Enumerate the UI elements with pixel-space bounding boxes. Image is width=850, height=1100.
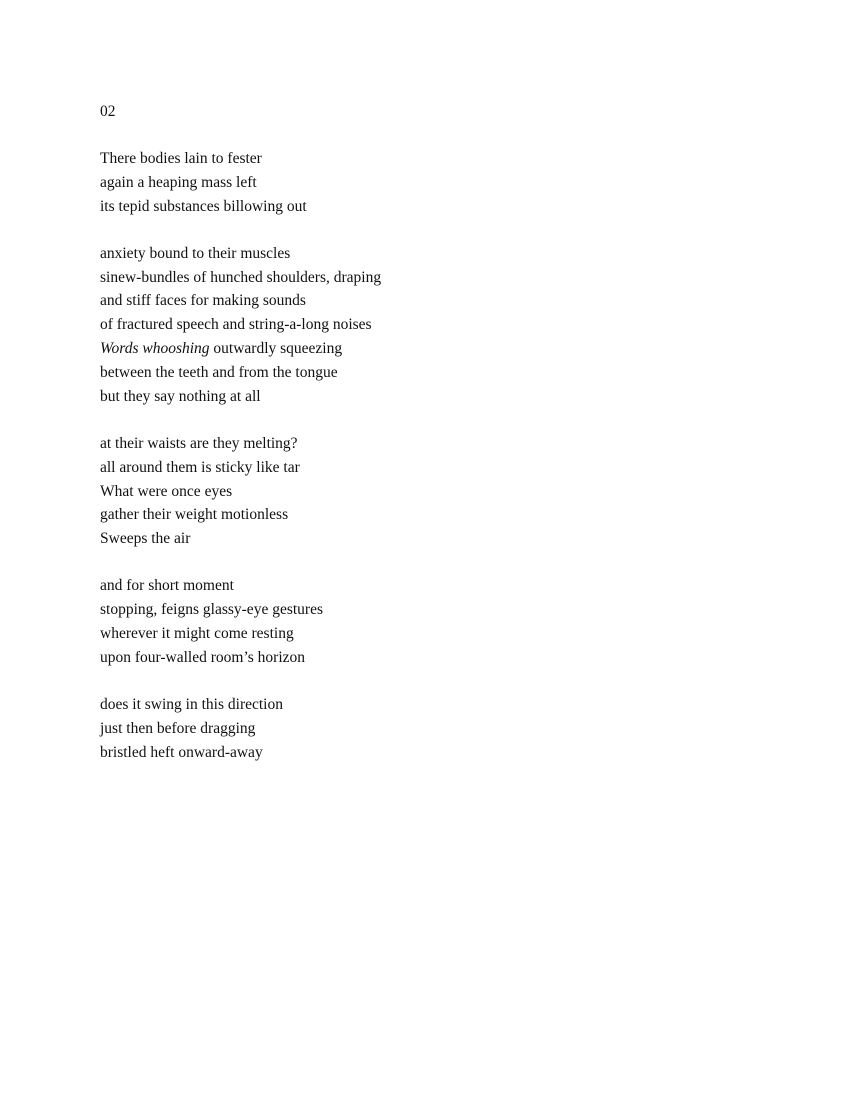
stanza-3 xyxy=(100,432,800,551)
poem-line: gather their weight motionless xyxy=(100,506,289,524)
poem-line-mixed xyxy=(100,337,800,361)
poem-line: sinew-bundles of hunched shoulders, draping xyxy=(100,268,382,286)
poem-line: and stiff faces for making sounds xyxy=(100,292,306,310)
poem-line: There bodies lain to fester xyxy=(100,150,262,167)
poem-line: and for short moment xyxy=(100,577,234,595)
spacer xyxy=(100,124,800,147)
poem-line: between the teeth and from the tongue xyxy=(100,363,338,381)
poem-line: upon four-walled room’s horizon xyxy=(100,648,306,666)
poem-line: wherever it might come resting xyxy=(100,625,294,643)
poem-line: at their waists are they melting? xyxy=(100,434,298,452)
poem-line: of fractured speech and string-a-long noises xyxy=(100,316,372,334)
poem-content xyxy=(100,100,800,788)
stanza-2 xyxy=(100,242,800,409)
page-number: 02 xyxy=(100,103,116,120)
line-remainder: outwardly squeezing xyxy=(209,340,343,358)
poem-line: anxiety bound to their muscles xyxy=(100,244,291,262)
poem-line: does it swing in this direction xyxy=(100,696,283,714)
poem-line: again a heaping mass left xyxy=(100,173,257,191)
poem-line: its tepid substances billowing out xyxy=(100,197,307,215)
poem-line: all around them is sticky like tar xyxy=(100,458,300,476)
poem-line: stopping, feigns glassy-eye gestures xyxy=(100,601,323,619)
poem-line: but they say nothing at all xyxy=(100,387,261,405)
poem-line: Sweeps the air xyxy=(100,530,191,548)
stanza-1 xyxy=(100,147,800,218)
poem-line: bristled heft onward-away xyxy=(100,743,263,761)
stanza-5 xyxy=(100,693,800,764)
stanza-4 xyxy=(100,574,800,669)
poem-line: What were once eyes xyxy=(100,482,233,500)
italic-phrase: Words whooshing xyxy=(100,340,210,358)
poem-line: just then before dragging xyxy=(100,719,256,737)
